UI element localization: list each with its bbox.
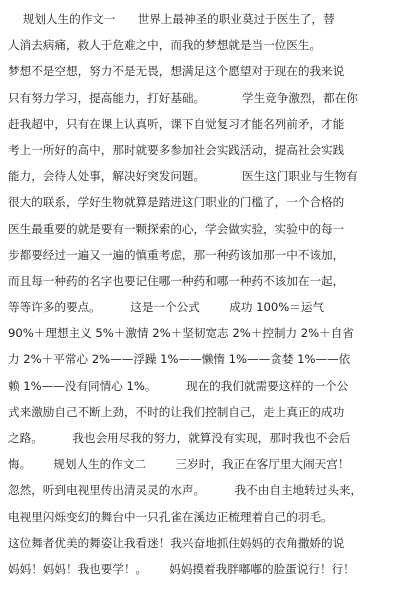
text-line: 规划人生的作文一 世界上最神圣的职业莫过于医生了，替 [8,12,335,26]
text-line: 妈妈！妈妈！我也要学！。 妈妈摸着我胖嘟嘟的脸蛋说行！行！ [8,561,355,576]
text-line: 之路。 我也会用尽我的努力，就算没有实现，那时我也不会后 [8,431,351,445]
text-line: 步都要经过一遍又一遍的慎重考虑，那一种药该加那一中不该加， [8,247,345,262]
text-line: 忽然，听到电视里传出清灵灵的水声。 我不由自主地转过头来， [8,483,363,498]
text-line: 人消去病痛，救人于危难之中，而我的梦想就是当一位医生。 [8,38,322,53]
text-line: 医生最重要的就是要有一颗探索的心，学会做实验，实验中的每一 [8,221,345,236]
text-line: 90%＋理想主义 5%＋激情 2%＋坚韧宽志 2%＋控制力 2%＋自省 [8,326,354,341]
text-line: 式来激励自己不断上劲，不时的让我们控制自己，走上真正的成功 [8,404,345,419]
text-line: 电视里闪烁变幻的舞台中一只孔雀在溪边正梳理着自己的羽毛。 [8,509,333,524]
text-line: 只有努力学习，提高能力，打好基础。 学生竞争激烈，都在你 [8,90,358,105]
text-line: 很大的联系，学好生物就算是踏进这门职业的门槛了，一个合格的 [8,195,345,210]
text-line: 考上一所好的高中，那时就要多参加社会实践活动，提高社会实践 [8,142,345,157]
text-line: 赖 1%——没有同情心 1%。 现在的我们就需要这样的一个公 [8,378,349,393]
text-line: 等等许多的要点。 这是一个公式 成功 100%＝运气 [8,300,325,315]
text-line: 而且每一种药的名字也要记住哪一种药和哪一种药不该加在一起， [8,273,345,288]
text-line: 赶我超中，只有在课上认真听，课下自觉复习才能名列前矛，才能 [8,116,345,131]
text-line: 梦想不是空想，努力不是无畏，想满足这个愿望对于现在的我来说 [8,64,345,79]
text-line: 力 2%＋平常心 2%——浮躁 1%——懒惰 1%——贪婪 1%——依 [8,352,351,367]
text-line: 能力，会待人处事，解决好突发问题。 医生这门职业与生物有 [8,169,358,184]
text-line: 这位舞者优美的舞姿让我看迷！我兴奋地抓住妈妈的衣角撒娇的说 [8,535,345,550]
text-line: 悔。 规划人生的作文二 三岁时，我正在客厅里大闹天宫！ [8,457,350,472]
